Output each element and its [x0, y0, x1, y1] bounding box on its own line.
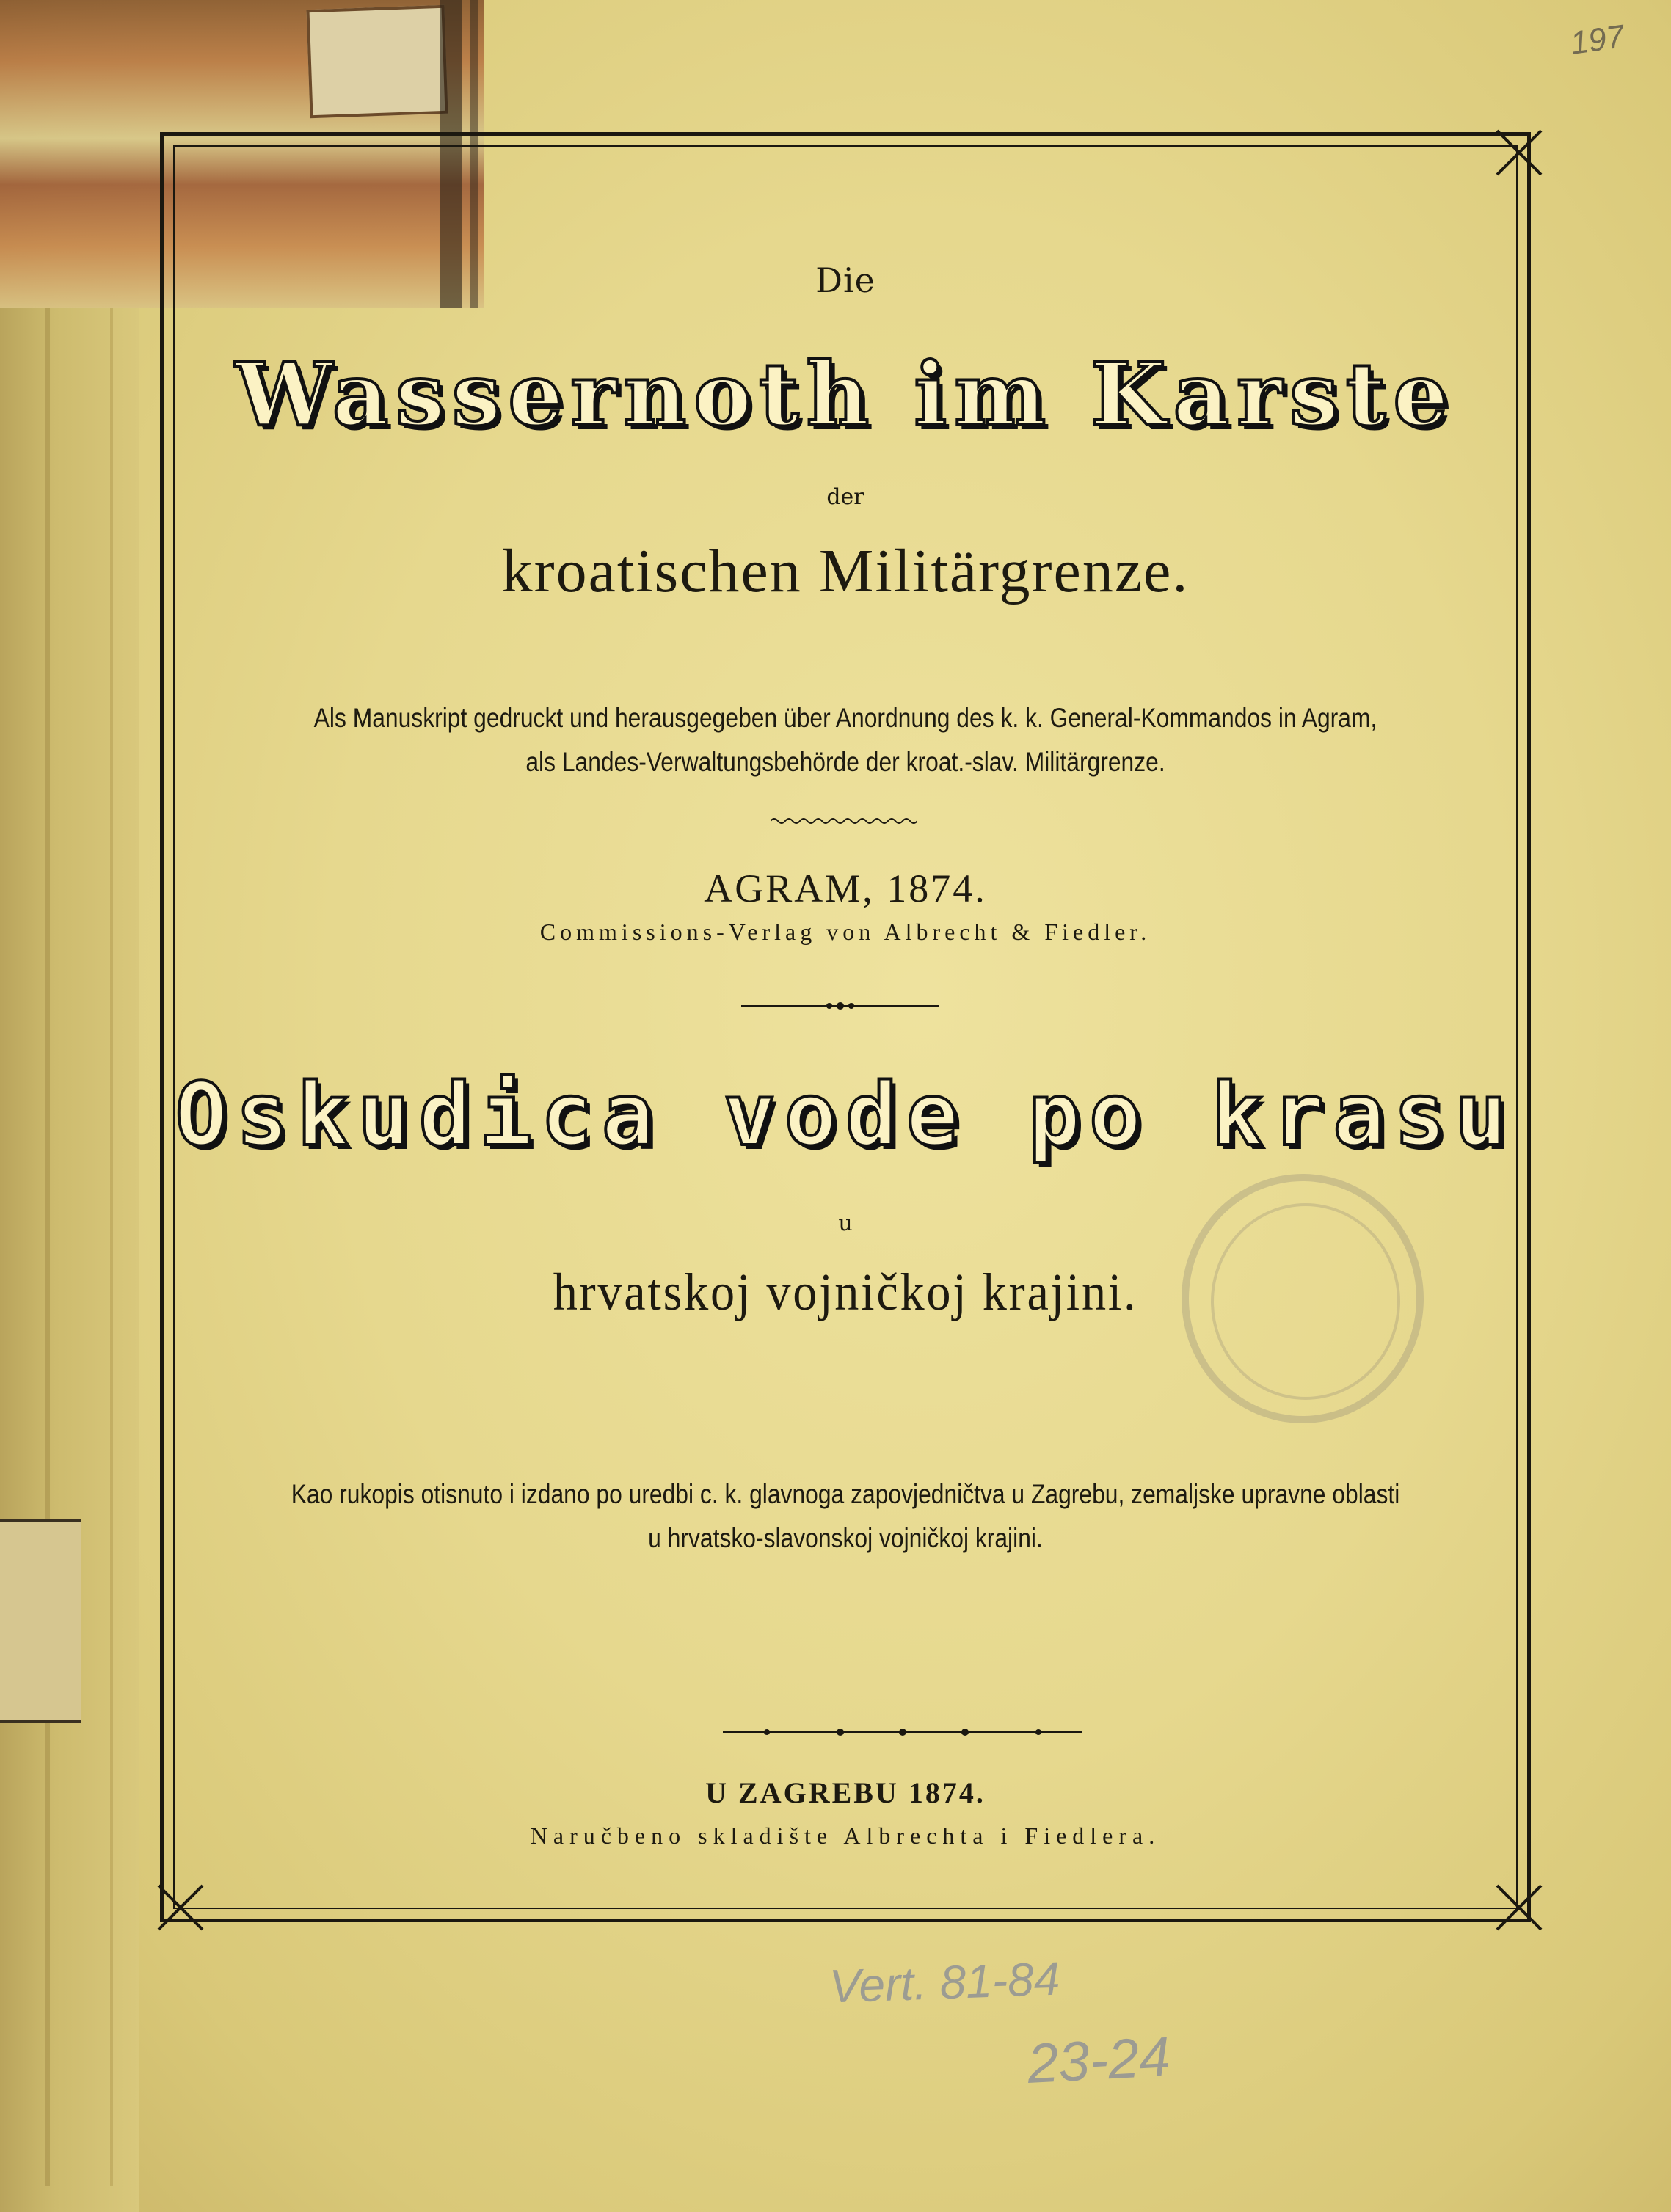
german-description-line-2: als Landes-Verwaltungsbehörde der kroat.-slav. Militärgrenze. — [525, 747, 1165, 777]
croatian-description-line-1: Kao rukopis otisnuto i izdano po uredbi c. k. glavnoga zapovjedničtva u Zagrebu, zemaljske upravne oblasti — [291, 1479, 1400, 1509]
german-subtitle: kroatischen Militärgrenze. — [501, 537, 1190, 605]
spine-crease — [45, 308, 50, 2186]
croatian-main-title: Oskudica vode po krasu — [175, 1064, 1516, 1165]
german-place-year: AGRAM, 1874. — [704, 866, 987, 910]
croatian-subtitle: hrvatskoj vojničkoj krajini. — [553, 1263, 1138, 1321]
library-stamp — [1182, 1174, 1424, 1423]
german-main-title: Wassernoth im Karste — [235, 343, 1456, 445]
german-publisher: Commissions-Verlag von Albrecht & Fiedler. — [539, 919, 1151, 945]
spine-crease — [110, 308, 113, 2186]
german-description-line-1: Als Manuskript gedruckt und herausgegeben über Anordnung des k. k. General-Kommandos in Agram, — [313, 703, 1377, 733]
wavy-divider-ornament — [771, 814, 917, 828]
croatian-publisher: Naručbeno skladište Albrechta i Fiedlera. — [530, 1822, 1161, 1849]
german-title-prefix: Die — [815, 260, 875, 300]
border-corner-ornament — [1490, 1878, 1548, 1937]
pencil-shelfmark: Vert. 81-84 — [828, 1952, 1061, 2013]
border-corner-ornament — [151, 1878, 210, 1937]
book-spine-edge — [0, 0, 139, 2212]
shelf-label-tab — [0, 1519, 81, 1723]
library-label — [306, 5, 448, 118]
german-connector: der — [826, 484, 864, 510]
border-corner-ornament — [1490, 123, 1548, 182]
croatian-place-year: U ZAGREBU 1874. — [705, 1776, 986, 1809]
divider-ornament — [723, 1726, 1082, 1739]
pencil-corner-mark: 197 — [1568, 18, 1627, 62]
divider-ornament — [741, 999, 939, 1012]
croatian-connector: u — [838, 1211, 853, 1236]
croatian-description-line-2: u hrvatsko-slavonskoj vojničkoj krajini. — [648, 1523, 1043, 1553]
pencil-page-range: 23-24 — [1025, 2025, 1172, 2096]
